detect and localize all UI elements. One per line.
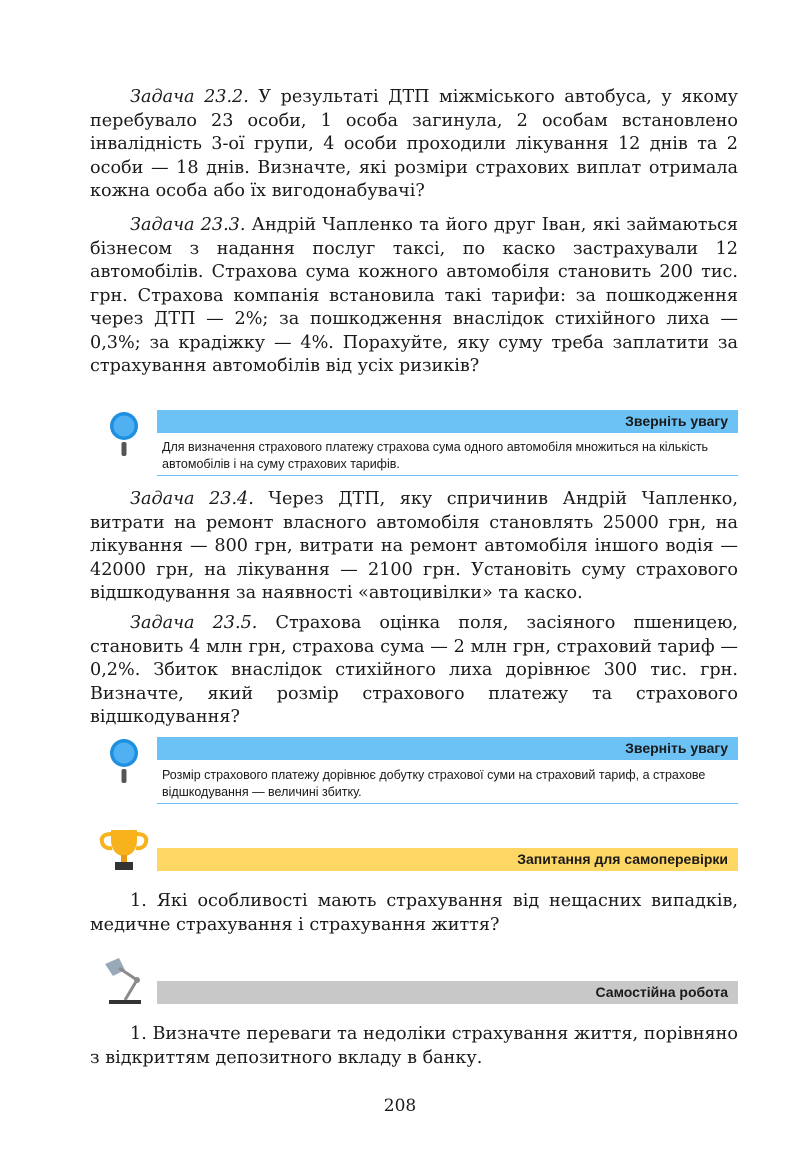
problem-text: Через ДТП, яку спричинив Андрій Чапленко, витрати на ремонт власного автомобіля становлять 25000 грн, на лікування — 800 грн, витрати на ремонт автомобіля іншого водія — 42000 грн, на лікування — 2100 грн. Установіть суму страхового відшкодування за наявності «автоцивілки» та каско. [90,489,738,603]
problem-text: У результаті ДТП міжміського автобуса, у якому перебувало 23 особи, 1 особа загинула, 2 особам встановлено інвалідність 3-ої групи, 4 особи проходили лікування 12 днів та 2 особи — 18 днів. Визначте, які розміри страхових виплат отримала кожна особа або їх вигодонабувачі? [90,87,738,201]
independent-work-task: 1. Визначте переваги та недоліки страхування життя, порівняно з відкриттям депозитного вкладу в банку. [90,1024,738,1068]
magnifier-icon [106,737,142,787]
magnifier-icon [106,410,142,460]
note-underline [157,475,738,476]
problem-label: Задача 23.3. [130,215,246,235]
problem-label: Задача 23.5. [130,613,258,633]
independent-work-header: Самостійна робота [157,981,738,1004]
self-check-header: Запитання для самоперевірки [157,848,738,871]
note-underline [157,803,738,804]
problem-text: Страхова оцінка поля, засіяного пшеницею, становить 4 млн грн, страхова сума — 2 млн грн, страховий тариф — 0,2%. Збиток внаслідок стихійного лиха дорівнює 300 тис. грн. Визначте, який розмір страхового платежу та страхового відшкодування? [90,613,738,727]
trophy-icon [97,826,151,872]
note-text: Розмір страхового платежу дорівнює добутку страхової суми на страховий тариф, а страхове відшкодування — величині збитку. [162,768,706,799]
problem-label: Задача 23.2. [130,87,249,107]
desk-lamp-icon [101,956,151,1008]
problem-23-3 [90,214,738,379]
problem-23-5 [90,612,738,730]
problem-23-2 [90,86,738,204]
problem-text: Андрій Чапленко та його друг Іван, які займаються бізнесом з надання послуг таксі, по каско застрахували 12 автомобілів. Страхова сума кожного автомобіля становить 200 тис. грн. Страхова компанія встановила такі тарифи: за пошкодження через ДТП — 2%; за пошкодження внаслідок стихійного лиха — 0,3%; за крадіжку — 4%. Порахуйте, яку суму треба заплатити за страхування автомобілів від усіх ризиків? [90,215,738,376]
note-header: Зверніть увагу [157,410,738,433]
problem-label: Задача 23.4. [130,489,254,509]
note-text: Для визначення страхового платежу страхова сума одного автомобіля множиться на кількість автомобілів і на суму страхових тарифів. [162,440,709,471]
note-header: Зверніть увагу [157,737,738,760]
self-check-question: 1. Які особливості мають страхування від нещасних випадків, медичне страхування і страхування життя? [90,891,738,935]
problem-23-4 [90,488,738,606]
page-number: 208 [383,1096,417,1116]
